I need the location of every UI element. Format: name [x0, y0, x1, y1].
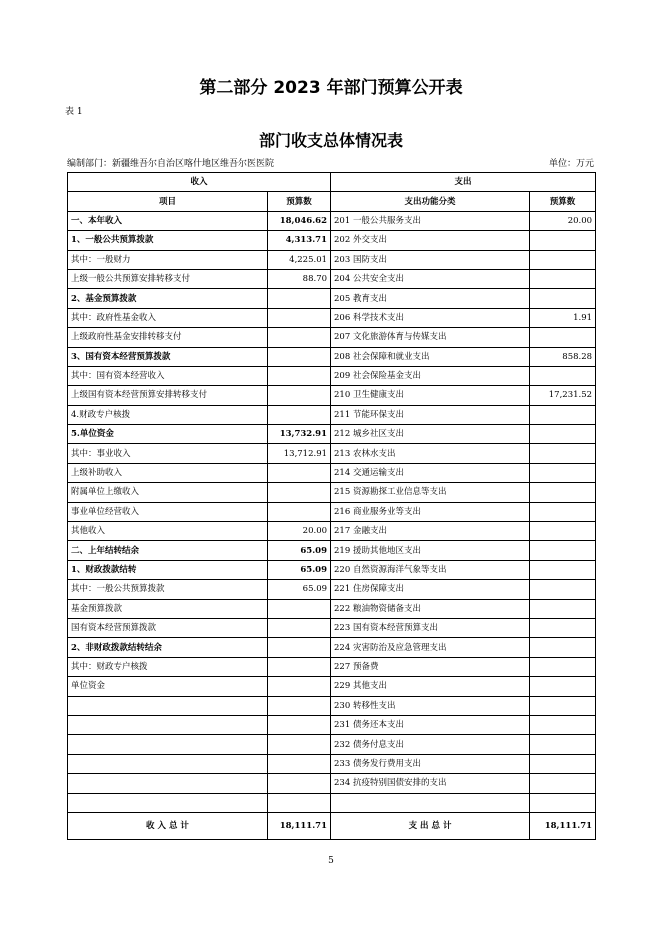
expense-value-cell: [530, 715, 596, 734]
expense-item-cell: 202 外交支出: [331, 231, 530, 250]
income-value-cell: [268, 599, 331, 618]
expense-value-cell: [530, 289, 596, 308]
income-item-cell: 国有资本经营预算拨款: [68, 618, 268, 637]
income-value-cell: 4,313.71: [268, 231, 331, 250]
income-item-cell: 其中：一般财力: [68, 250, 268, 269]
table-row: [68, 444, 596, 463]
income-item-cell: 单位资金: [68, 677, 268, 696]
income-value-cell: [268, 328, 331, 347]
expense-value-cell: [530, 366, 596, 385]
item-header: 项目: [68, 192, 268, 211]
expense-value-cell: 1.91: [530, 308, 596, 327]
income-value-cell: [268, 638, 331, 657]
table-row: [68, 250, 596, 269]
expense-value-cell: 17,231.52: [530, 386, 596, 405]
income-item-cell: 一、本年收入: [68, 211, 268, 230]
expense-value-cell: [530, 774, 596, 793]
table-row: [68, 522, 596, 541]
table-row: [68, 774, 596, 793]
expense-item-cell: 224 灾害防治及应急管理支出: [331, 638, 530, 657]
table-row: [68, 405, 596, 424]
expense-value-cell: [530, 793, 596, 812]
expense-item-cell: 213 农林水支出: [331, 444, 530, 463]
expense-item-cell: 209 社会保险基金支出: [331, 366, 530, 385]
expense-value-cell: [530, 735, 596, 754]
expense-total-label: 支 出 总 计: [331, 812, 530, 839]
expense-item-cell: 230 转移性支出: [331, 696, 530, 715]
table-row: [68, 386, 596, 405]
expense-value-cell: [530, 328, 596, 347]
expense-item-cell: 223 国有资本经营预算支出: [331, 618, 530, 637]
expense-item-cell: 207 文化旅游体育与传媒支出: [331, 328, 530, 347]
table-row: [68, 502, 596, 521]
income-total-value: 18,111.71: [268, 812, 331, 839]
table-title: 部门收支总体情况表: [258, 131, 403, 150]
income-value-cell: 65.09: [268, 580, 331, 599]
table-row: [68, 483, 596, 502]
income-item-cell: 2、基金预算拨款: [68, 289, 268, 308]
expense-item-cell: 212 城乡社区支出: [331, 425, 530, 444]
table-row: [68, 463, 596, 482]
income-value-cell: 20.00: [268, 522, 331, 541]
income-item-cell: [68, 754, 268, 773]
compiling-department: 编制部门：新疆维吾尔自治区喀什地区维吾尔医医院: [67, 159, 275, 169]
income-item-cell: 2、非财政拨款结转结余: [68, 638, 268, 657]
income-item-cell: 上级一般公共预算安排转移支付: [68, 269, 268, 288]
income-value-cell: [268, 618, 331, 637]
income-item-cell: 1、财政拨款结转: [68, 560, 268, 579]
expense-value-cell: [530, 754, 596, 773]
expense-value-cell: [530, 696, 596, 715]
function-header: 支出功能分类: [331, 192, 530, 211]
expense-value-cell: [530, 522, 596, 541]
income-item-cell: 其他收入: [68, 522, 268, 541]
income-item-cell: 4.财政专户核拨: [68, 405, 268, 424]
expense-item-cell: 203 国防支出: [331, 250, 530, 269]
income-item-cell: 上级政府性基金安排转移支付: [68, 328, 268, 347]
expense-item-cell: 217 金融支出: [331, 522, 530, 541]
income-item-cell: [68, 774, 268, 793]
table-row: [68, 347, 596, 366]
expense-item-cell: 206 科学技术支出: [331, 308, 530, 327]
income-value-cell: [268, 735, 331, 754]
table-row: [68, 560, 596, 579]
income-value-cell: [268, 289, 331, 308]
expense-item-cell: 204 公共安全支出: [331, 269, 530, 288]
table-row: [68, 269, 596, 288]
income-value-cell: [268, 774, 331, 793]
table-row: [68, 696, 596, 715]
table-row: [68, 211, 596, 230]
table-row: [68, 599, 596, 618]
income-item-cell: 3、国有资本经营预算拨款: [68, 347, 268, 366]
expense-item-cell: 215 资源勘探工业信息等支出: [331, 483, 530, 502]
income-total-label: 收 入 总 计: [68, 812, 268, 839]
expense-total-value: 18,111.71: [530, 812, 596, 839]
expense-value-cell: [530, 580, 596, 599]
income-value-cell: 13,732.91: [268, 425, 331, 444]
income-item-cell: 其中：国有资本经营收入: [68, 366, 268, 385]
income-value-cell: [268, 657, 331, 676]
income-item-cell: 上级补助收入: [68, 463, 268, 482]
table-row: [68, 715, 596, 734]
table-row: [68, 657, 596, 676]
income-value-cell: [268, 405, 331, 424]
income-item-cell: [68, 735, 268, 754]
expense-value-cell: [530, 444, 596, 463]
expense-value-cell: 858.28: [530, 347, 596, 366]
income-item-cell: 二、上年结转结余: [68, 541, 268, 560]
expense-value-cell: [530, 657, 596, 676]
table-row: [68, 289, 596, 308]
budget-header: 预算数: [268, 192, 331, 211]
budget-summary-table: [67, 172, 596, 840]
income-value-cell: [268, 696, 331, 715]
income-value-cell: [268, 347, 331, 366]
expense-value-cell: [530, 231, 596, 250]
table-row: [68, 618, 596, 637]
table-number-label: 表 1: [65, 107, 83, 117]
income-value-cell: [268, 483, 331, 502]
expense-item-cell: 222 粮油物资储备支出: [331, 599, 530, 618]
page-number: 5: [328, 856, 334, 866]
table-row: [68, 308, 596, 327]
income-item-cell: [68, 696, 268, 715]
expense-item-cell: 221 住房保障支出: [331, 580, 530, 599]
expense-value-cell: [530, 618, 596, 637]
income-value-cell: [268, 463, 331, 482]
income-value-cell: [268, 386, 331, 405]
income-value-cell: 65.09: [268, 541, 331, 560]
total-row: [68, 812, 596, 839]
table-row: [68, 366, 596, 385]
table-row: [68, 754, 596, 773]
income-value-cell: [268, 754, 331, 773]
expense-item-cell: 229 其他支出: [331, 677, 530, 696]
income-item-cell: 其中：财政专户核拨: [68, 657, 268, 676]
expense-value-cell: [530, 425, 596, 444]
income-item-cell: 附属单位上缴收入: [68, 483, 268, 502]
expense-value-cell: [530, 677, 596, 696]
income-value-cell: 18,046.62: [268, 211, 331, 230]
table-row: [68, 793, 596, 812]
expense-item-cell: 233 债务发行费用支出: [331, 754, 530, 773]
expense-item-cell: 205 教育支出: [331, 289, 530, 308]
income-item-cell: 其中：事业收入: [68, 444, 268, 463]
unit-label: 单位：万元: [548, 159, 594, 169]
income-value-cell: [268, 793, 331, 812]
income-item-cell: 其中：一般公共预算拨款: [68, 580, 268, 599]
expense-item-cell: 219 援助其他地区支出: [331, 541, 530, 560]
expense-value-cell: [530, 463, 596, 482]
income-value-cell: [268, 308, 331, 327]
income-item-cell: [68, 715, 268, 734]
expense-item-cell: 234 抗疫特别国债安排的支出: [331, 774, 530, 793]
income-value-cell: [268, 677, 331, 696]
expense-value-cell: [530, 405, 596, 424]
budget2-header: 预算数: [530, 192, 596, 211]
expense-value-cell: [530, 269, 596, 288]
income-item-cell: [68, 793, 268, 812]
income-item-cell: 上级国有资本经营预算安排转移支付: [68, 386, 268, 405]
income-value-cell: 4,225.01: [268, 250, 331, 269]
expense-value-cell: [530, 502, 596, 521]
expense-value-cell: [530, 599, 596, 618]
expense-item-cell: [331, 793, 530, 812]
table-row: [68, 231, 596, 250]
income-value-cell: 65.09: [268, 560, 331, 579]
expense-item-cell: 220 自然资源海洋气象等支出: [331, 560, 530, 579]
expense-item-cell: 201 一般公共服务支出: [331, 211, 530, 230]
expense-item-cell: 211 节能环保支出: [331, 405, 530, 424]
table-row: [68, 541, 596, 560]
income-value-cell: 88.70: [268, 269, 331, 288]
table-row: [68, 638, 596, 657]
header-row-group: [68, 173, 596, 192]
income-item-cell: 事业单位经营收入: [68, 502, 268, 521]
income-value-cell: 13,712.91: [268, 444, 331, 463]
income-item-cell: 5.单位资金: [68, 425, 268, 444]
table-row: [68, 677, 596, 696]
expense-value-cell: [530, 483, 596, 502]
document-title: 第二部分 2023 年部门预算公开表: [199, 78, 463, 98]
expense-item-cell: 216 商业服务业等支出: [331, 502, 530, 521]
income-item-cell: 1、一般公共预算拨款: [68, 231, 268, 250]
expense-value-cell: [530, 250, 596, 269]
income-value-cell: [268, 502, 331, 521]
expense-item-cell: 208 社会保障和就业支出: [331, 347, 530, 366]
expense-item-cell: 231 债务还本支出: [331, 715, 530, 734]
income-header: 收入: [68, 173, 331, 192]
income-value-cell: [268, 366, 331, 385]
expense-item-cell: 232 债务付息支出: [331, 735, 530, 754]
expense-header: 支出: [331, 173, 596, 192]
expense-value-cell: [530, 560, 596, 579]
table-row: [68, 328, 596, 347]
income-item-cell: 其中：政府性基金收入: [68, 308, 268, 327]
table-row: [68, 425, 596, 444]
expense-value-cell: [530, 541, 596, 560]
expense-value-cell: [530, 638, 596, 657]
header-row-columns: [68, 192, 596, 211]
table-row: [68, 735, 596, 754]
income-item-cell: 基金预算拨款: [68, 599, 268, 618]
expense-item-cell: 227 预备费: [331, 657, 530, 676]
expense-value-cell: 20.00: [530, 211, 596, 230]
expense-item-cell: 210 卫生健康支出: [331, 386, 530, 405]
income-value-cell: [268, 715, 331, 734]
expense-item-cell: 214 交通运输支出: [331, 463, 530, 482]
table-row: [68, 580, 596, 599]
